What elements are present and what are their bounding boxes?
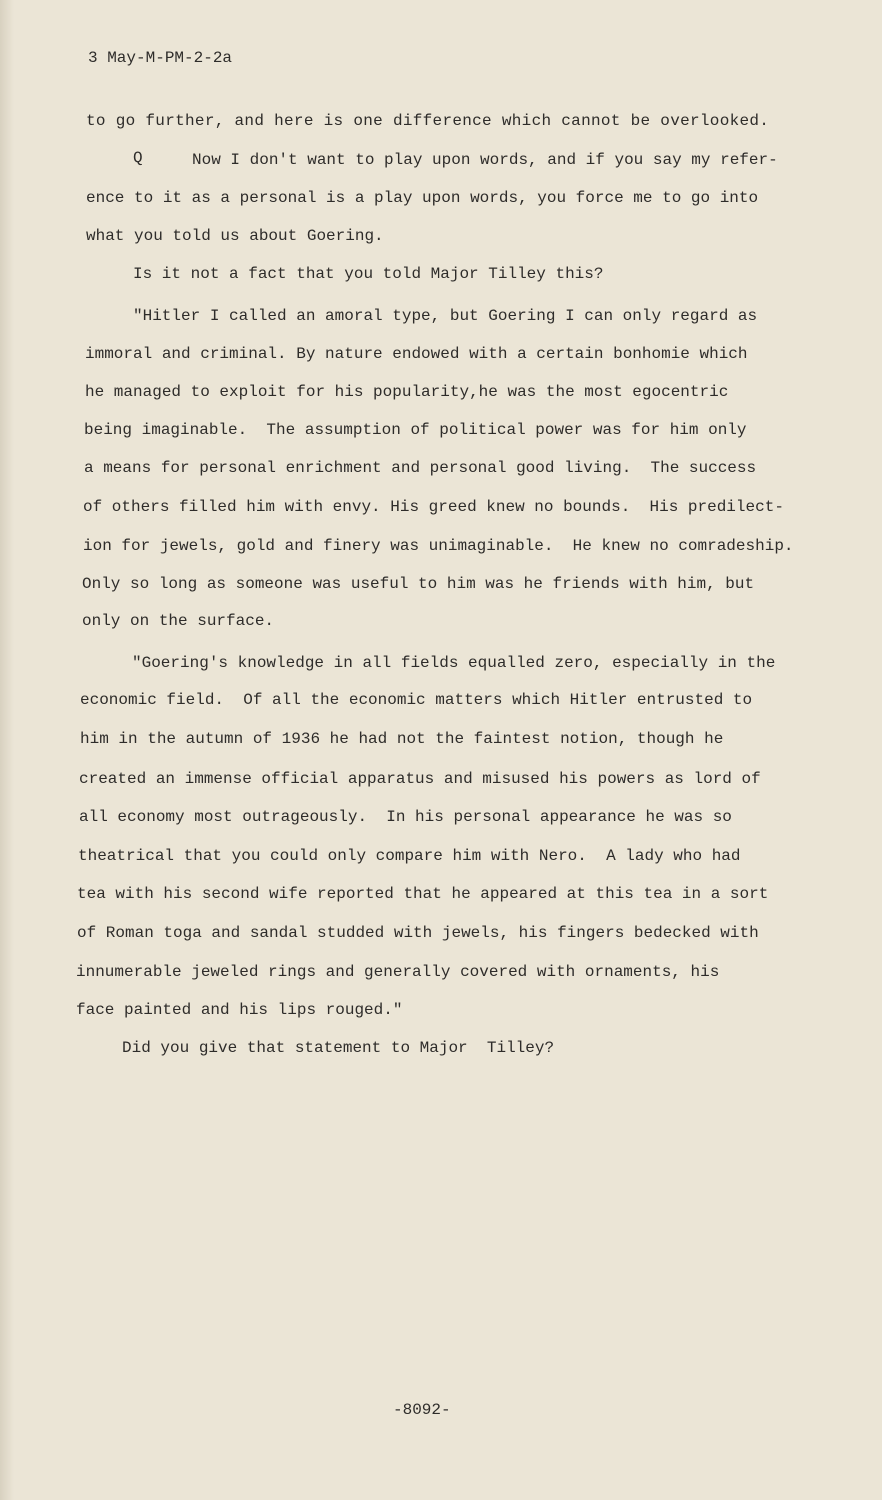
text-line: Did you give that statement to Major Tilley? [122,1039,555,1057]
text-line: "Goering's knowledge in all fields equalled zero, especially in the [132,654,776,672]
text-line: tea with his second wife reported that he appeared at this tea in a sort [77,885,769,903]
page-number: -8092- [393,1401,451,1419]
text-line: all economy most outrageously. In his personal appearance he was so [79,808,732,826]
text-line: of Roman toga and sandal studded with jewels, his fingers bedecked with [77,924,759,942]
text-line: "Hitler I called an amoral type, but Goering I can only regard as [133,307,758,325]
text-line: Now I don't want to play upon words, and if you say my refer- [192,151,778,169]
text-line: economic field. Of all the economic matters which Hitler entrusted to [80,691,753,709]
text-line: only on the surface. [82,612,275,630]
text-line: he managed to exploit for his popularity,he was the most egocentric [85,383,729,401]
text-line: him in the autumn of 1936 he had not the faintest notion, though he [80,730,724,748]
text-line: immoral and criminal. By nature endowed with a certain bonhomie which [85,345,748,363]
text-line: what you told us about Goering. [86,227,384,245]
text-line: a means for personal enrichment and personal good living. The success [84,459,757,477]
text-line: created an immense official apparatus and misused his powers as lord of [79,770,761,788]
question-marker: Q [133,149,143,167]
text-line: Only so long as someone was useful to him was he friends with him, but [82,575,755,593]
text-line: to go further, and here is one difference which cannot be overlooked. [86,112,770,130]
text-line: Is it not a fact that you told Major Tilley this? [133,265,604,283]
text-line: theatrical that you could only compare him with Nero. A lady who had [78,847,741,865]
page-edge [0,0,14,1500]
text-line: ion for jewels, gold and finery was unimaginable. He knew no comradeship. [83,537,794,555]
text-line: being imaginable. The assumption of political power was for him only [84,421,747,439]
text-line: innumerable jeweled rings and generally covered with ornaments, his [76,963,720,981]
text-line: face painted and his lips rouged." [76,1001,403,1019]
text-line: of others filled him with envy. His greed knew no bounds. His predilect- [83,498,784,516]
text-line: ence to it as a personal is a play upon words, you force me to go into [86,189,759,207]
page-header: 3 May-M-PM-2-2a [88,49,233,67]
